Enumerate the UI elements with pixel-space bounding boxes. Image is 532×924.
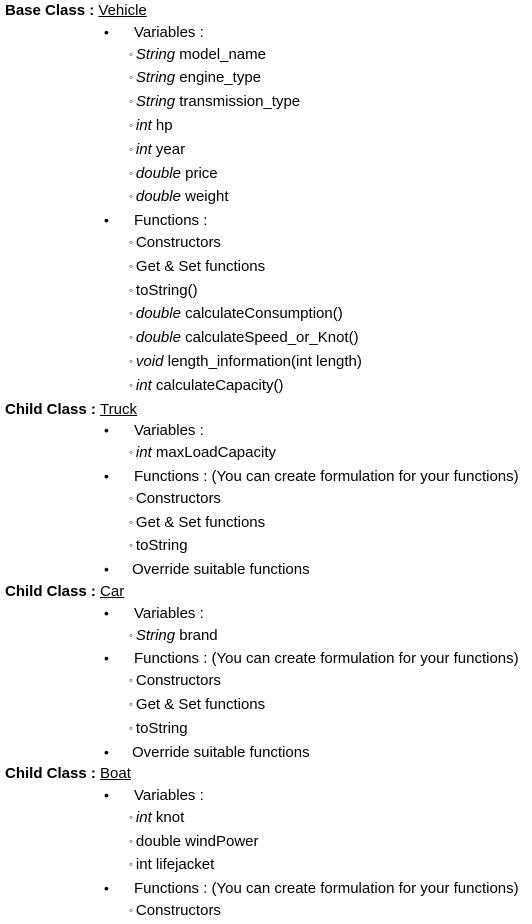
function-item bbox=[0, 694, 532, 718]
class-kind-label: Child Class : bbox=[5, 400, 96, 418]
sub-bullet-marker: ◦ bbox=[129, 167, 133, 180]
member-name: knot bbox=[155, 808, 185, 826]
member-name: toString() bbox=[135, 281, 198, 299]
member-name: brand bbox=[179, 626, 218, 644]
class-name: Truck bbox=[100, 400, 137, 418]
function-item bbox=[0, 718, 532, 742]
member-name: year bbox=[155, 140, 186, 158]
bullet-marker: • bbox=[104, 561, 109, 578]
type-keyword: int bbox=[135, 444, 152, 462]
sub-bullet-marker: ◦ bbox=[129, 191, 133, 204]
sub-bullet-marker: ◦ bbox=[129, 447, 133, 460]
bullet-marker: • bbox=[104, 880, 109, 897]
member-name: int lifejacket bbox=[135, 856, 215, 874]
function-item bbox=[0, 900, 532, 924]
sub-bullet-marker: ◦ bbox=[129, 629, 133, 642]
bullet-item bbox=[0, 742, 532, 764]
class-kind-label: Base Class : bbox=[5, 2, 95, 19]
sub-bullet-marker: ◦ bbox=[129, 236, 133, 249]
variable-item bbox=[0, 67, 532, 91]
bullet-marker: • bbox=[104, 604, 109, 621]
bullet-text: Functions : (You can create formulation for your functions) bbox=[134, 467, 519, 485]
member-name: transmission_type bbox=[179, 93, 301, 111]
bullet-marker: • bbox=[104, 23, 109, 40]
bullet-item bbox=[0, 785, 532, 807]
member-name: Get & Set functions bbox=[135, 513, 266, 531]
sub-bullet-marker: ◦ bbox=[129, 284, 133, 297]
bullet-text: Functions : (You can create formulation for your functions) bbox=[134, 650, 519, 668]
member-name: length_information(int length) bbox=[167, 352, 362, 370]
sub-bullet-marker: ◦ bbox=[129, 516, 133, 529]
class-header-truck bbox=[0, 399, 532, 421]
variable-item bbox=[0, 854, 532, 878]
type-keyword: int bbox=[135, 116, 152, 134]
sub-bullet-marker: ◦ bbox=[129, 540, 133, 553]
variable-item bbox=[0, 91, 532, 115]
class-kind-label: Child Class : bbox=[5, 765, 96, 783]
sub-bullet-marker: ◦ bbox=[129, 905, 133, 918]
variable-item bbox=[0, 807, 532, 831]
member-name: maxLoadCapacity bbox=[155, 444, 276, 462]
member-name: engine_type bbox=[179, 69, 262, 87]
function-item bbox=[0, 256, 532, 280]
function-item bbox=[0, 375, 532, 399]
bullet-item bbox=[0, 210, 532, 232]
bullet-marker: • bbox=[104, 743, 109, 760]
class-header-vehicle bbox=[0, 0, 532, 22]
variable-item bbox=[0, 625, 532, 649]
type-keyword: int bbox=[135, 140, 152, 158]
sub-bullet-marker: ◦ bbox=[129, 698, 133, 711]
function-item bbox=[0, 512, 532, 536]
class-name: Boat bbox=[100, 765, 131, 783]
function-item bbox=[0, 351, 532, 375]
function-item bbox=[0, 327, 532, 351]
function-item bbox=[0, 535, 532, 559]
member-name: Get & Set functions bbox=[135, 257, 266, 275]
function-item bbox=[0, 488, 532, 512]
bullet-item bbox=[0, 466, 532, 488]
member-name: price bbox=[185, 164, 218, 182]
bullet-text: Variables : bbox=[134, 604, 204, 622]
bullet-text: Override suitable functions bbox=[132, 743, 310, 761]
type-keyword: String bbox=[135, 626, 176, 644]
sub-bullet-marker: ◦ bbox=[129, 332, 133, 345]
bullet-marker: • bbox=[104, 650, 109, 667]
bullet-text: Variables : bbox=[134, 422, 204, 440]
function-item bbox=[0, 303, 532, 327]
type-keyword: String bbox=[135, 93, 176, 111]
member-name: weight bbox=[185, 188, 229, 206]
type-keyword: double bbox=[135, 305, 181, 323]
member-name: toString bbox=[135, 537, 188, 555]
bullet-text: Variables : bbox=[134, 23, 204, 41]
variable-item bbox=[0, 831, 532, 855]
bullet-item bbox=[0, 420, 532, 442]
sub-bullet-marker: ◦ bbox=[129, 72, 133, 85]
bullet-marker: • bbox=[104, 212, 109, 229]
sub-bullet-marker: ◦ bbox=[129, 260, 133, 273]
type-keyword: int bbox=[135, 808, 152, 826]
member-name: toString bbox=[135, 719, 188, 737]
member-name: calculateConsumption() bbox=[185, 305, 343, 323]
member-name: Get & Set functions bbox=[135, 695, 266, 713]
sub-bullet-marker: ◦ bbox=[129, 308, 133, 321]
sub-bullet-marker: ◦ bbox=[129, 379, 133, 392]
class-header-car bbox=[0, 581, 532, 603]
bullet-marker: • bbox=[104, 787, 109, 804]
type-keyword: String bbox=[135, 69, 176, 87]
bullet-item bbox=[0, 878, 532, 900]
variable-item bbox=[0, 115, 532, 139]
sub-bullet-marker: ◦ bbox=[129, 835, 133, 848]
member-name: calculateSpeed_or_Knot() bbox=[185, 329, 359, 347]
variable-item bbox=[0, 442, 532, 466]
variable-item bbox=[0, 139, 532, 163]
member-name: model_name bbox=[179, 45, 266, 63]
variable-item bbox=[0, 44, 532, 68]
function-item bbox=[0, 232, 532, 256]
variable-item bbox=[0, 163, 532, 187]
member-name: Constructors bbox=[135, 902, 221, 920]
sub-bullet-marker: ◦ bbox=[129, 96, 133, 109]
function-item bbox=[0, 670, 532, 694]
member-name: calculateCapacity() bbox=[155, 376, 284, 394]
bullet-marker: • bbox=[104, 467, 109, 484]
type-keyword: double bbox=[135, 329, 181, 347]
type-keyword: String bbox=[135, 45, 176, 63]
type-keyword: int bbox=[135, 376, 152, 394]
bullet-item bbox=[0, 648, 532, 670]
class-name: Car bbox=[100, 582, 125, 600]
bullet-item bbox=[0, 22, 532, 44]
sub-bullet-marker: ◦ bbox=[129, 859, 133, 872]
sub-bullet-marker: ◦ bbox=[129, 722, 133, 735]
bullet-item bbox=[0, 603, 532, 625]
sub-bullet-marker: ◦ bbox=[129, 492, 133, 505]
type-keyword: double bbox=[135, 188, 181, 206]
variable-item bbox=[0, 186, 532, 210]
member-name: double windPower bbox=[135, 832, 259, 850]
sub-bullet-marker: ◦ bbox=[129, 675, 133, 688]
class-header-boat bbox=[0, 763, 532, 785]
member-name: Constructors bbox=[135, 672, 221, 690]
class-kind-label: Child Class : bbox=[5, 582, 96, 600]
sub-bullet-marker: ◦ bbox=[129, 48, 133, 61]
bullet-marker: • bbox=[104, 422, 109, 439]
bullet-item bbox=[0, 559, 532, 581]
bullet-text: Functions : bbox=[134, 212, 208, 230]
bullet-text: Variables : bbox=[134, 787, 204, 805]
sub-bullet-marker: ◦ bbox=[129, 811, 133, 824]
bullet-text: Functions : (You can create formulation for your functions) bbox=[134, 880, 519, 898]
class-name: Vehicle bbox=[98, 2, 147, 19]
type-keyword: double bbox=[135, 164, 181, 182]
bullet-text: Override suitable functions bbox=[132, 561, 310, 579]
member-name: Constructors bbox=[135, 233, 221, 251]
sub-bullet-marker: ◦ bbox=[129, 119, 133, 132]
type-keyword: void bbox=[135, 352, 164, 370]
function-item bbox=[0, 280, 532, 304]
sub-bullet-marker: ◦ bbox=[129, 143, 133, 156]
member-name: Constructors bbox=[135, 489, 221, 507]
sub-bullet-marker: ◦ bbox=[129, 355, 133, 368]
member-name: hp bbox=[155, 116, 173, 134]
